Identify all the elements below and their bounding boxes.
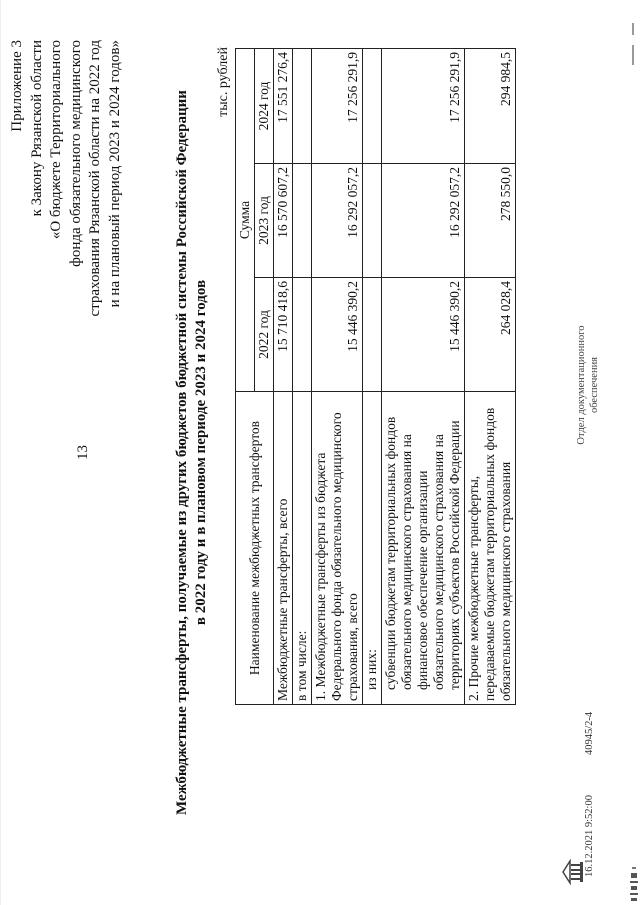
table-row xyxy=(382,49,465,705)
appendix-line: к Закону Рязанской области xyxy=(28,40,45,217)
transfers-table xyxy=(235,48,516,705)
table-row xyxy=(465,49,516,705)
page-number: 13 xyxy=(75,445,91,460)
appendix-line: страхования Рязанской области на 2022 год xyxy=(87,40,103,317)
table-row xyxy=(312,49,363,705)
value-2024: 294 984,5 xyxy=(465,49,516,164)
table-row xyxy=(274,49,293,705)
row-name: в том числе: xyxy=(293,392,312,705)
value-2022: 264 028,4 xyxy=(465,278,516,392)
appendix-line: фонда обязательного медицинского xyxy=(67,40,84,267)
value-2024: 17 256 291,9 xyxy=(382,49,465,164)
value-2022: 15 710 418,6 xyxy=(274,278,293,392)
value-2024 xyxy=(293,49,312,164)
title-line-1: Межбюджетные трансферты, получаемые из других бюджетов бюджетной системы Российской Федерации xyxy=(174,90,190,815)
table-header-row xyxy=(236,49,255,705)
value-2023: 16 292 057,2 xyxy=(312,164,363,278)
header-name-cell: Наименование межбюджетных трансфертов xyxy=(236,392,274,705)
row-name: 1. Межбюджетные трансферты из бюджета Федерального фонда обязательного медицинского страхования, всего xyxy=(312,392,363,705)
scan-artifacts xyxy=(628,0,640,905)
department-line: обеспечения xyxy=(589,356,600,414)
value-2024: 17 551 276,4 xyxy=(274,49,293,164)
appendix-block xyxy=(8,40,125,400)
header-year-2024: 2024 год xyxy=(255,49,274,164)
row-name: 2. Прочие межбюджетные трансферты, передаваемые бюджетам территориальных фондов обязательного медицинского страхования xyxy=(465,392,516,705)
header-year-2022: 2022 год xyxy=(255,278,274,392)
value-2023: 16 570 607,2 xyxy=(274,164,293,278)
value-2024 xyxy=(363,49,382,164)
title-line-2: в 2022 году и в плановом периоде 2023 и 2024 годов xyxy=(193,279,209,626)
unit-label: тыс. рублей xyxy=(216,47,231,117)
value-2022 xyxy=(293,278,312,392)
value-2023 xyxy=(363,164,382,278)
table-row xyxy=(363,49,382,705)
department-line: Отдел документационного xyxy=(576,325,587,445)
value-2022 xyxy=(363,278,382,392)
header-year-2023: 2023 год xyxy=(255,164,274,278)
print-date: 16.12.2021 9:52:00 xyxy=(584,795,595,877)
appendix-line: Приложение 3 xyxy=(9,40,25,132)
department-stamp xyxy=(575,295,601,475)
row-name: из них: xyxy=(363,392,382,705)
appendix-line: «О бюджете Территориального xyxy=(48,40,64,240)
header-sum-cell: Сумма xyxy=(236,49,255,392)
value-2023: 16 292 057,2 xyxy=(382,164,465,278)
value-2022: 15 446 390,2 xyxy=(312,278,363,392)
appendix-line: и на плановый период 2023 и 2024 годов» xyxy=(106,40,123,308)
value-2024: 17 256 291,9 xyxy=(312,49,363,164)
value-2022: 15 446 390,2 xyxy=(382,278,465,392)
registration-number: 40945/2-4 xyxy=(584,711,595,755)
row-name: Межбюджетные трансферты, всего xyxy=(274,392,293,705)
value-2023: 278 550,0 xyxy=(465,164,516,278)
document-title xyxy=(173,0,211,905)
value-2023 xyxy=(293,164,312,278)
table-row xyxy=(293,49,312,705)
row-name: субвенции бюджетам территориальных фондов обязательного медицинского страхования на финансовое обеспечение организации обязательного медицинского страхования на территориях субъектов Российской Федерации xyxy=(382,392,465,705)
